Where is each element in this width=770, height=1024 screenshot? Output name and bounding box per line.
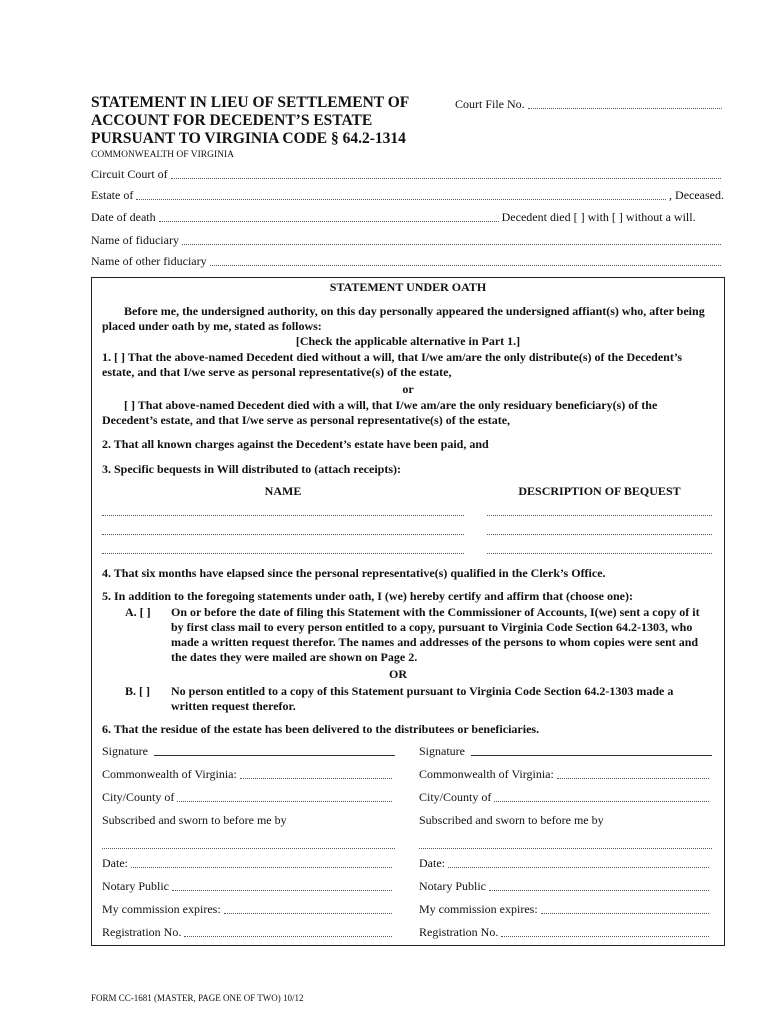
commonwealth-line-left[interactable]: [240, 769, 392, 779]
commonwealth-field-right[interactable]: [419, 767, 712, 782]
notary-field-right[interactable]: [419, 879, 712, 894]
registration-field-right[interactable]: [419, 925, 712, 940]
signature-line-right[interactable]: [471, 746, 712, 756]
item-5b: No person entitled to a copy of this Statement pursuant to Virginia Code Section 64.2-1303 made a written request therefor.: [171, 684, 674, 713]
signature-label-right: Signature: [419, 744, 465, 758]
date-label-left: Date:: [102, 856, 128, 870]
registration-field-left[interactable]: [102, 925, 395, 940]
city-line-left[interactable]: [177, 792, 392, 802]
date-field-left[interactable]: [102, 856, 395, 871]
registration-label-right: Registration No.: [419, 925, 499, 939]
commonwealth-label-left: Commonwealth of Virginia:: [102, 767, 237, 781]
commission-line-left[interactable]: [224, 904, 392, 914]
commission-label-right: My commission expires:: [419, 902, 538, 916]
city-line-right[interactable]: [494, 792, 709, 802]
check-note: [Check the applicable alternative in Part 1.]: [295, 334, 521, 348]
commonwealth-label-right: Commonwealth of Virginia:: [419, 767, 554, 781]
subscribed-text-right: Subscribed and sworn to before me by: [419, 813, 604, 827]
signature-field-right[interactable]: [419, 744, 712, 759]
date-of-death-field[interactable]: [91, 210, 724, 225]
item-1-with-will[interactable]: [ ] That above-named Decedent died with a will, that I/we am/are the only residuary beneficiary(s) of the Decedent’s estate, and that I/we serve as personal representative(s) of the estate,: [102, 398, 658, 427]
fiduciary-label: Name of fiduciary: [91, 233, 179, 247]
title-line-3: PURSUANT TO VIRGINIA CODE § 64.2-1314: [91, 130, 406, 147]
bequest-name-header: NAME: [264, 484, 302, 498]
other-fiduciary-label: Name of other fiduciary: [91, 254, 207, 268]
date-line-right[interactable]: [448, 858, 709, 868]
signature-field-left[interactable]: [102, 744, 395, 759]
circuit-court-field[interactable]: [91, 167, 724, 182]
statement-intro: Before me, the undersigned authority, on this day personally appeared the undersigned affiant(s) who, after being placed under oath by me, stated as follows:: [102, 304, 705, 333]
court-file-field[interactable]: [455, 97, 725, 112]
court-file-line[interactable]: [528, 99, 722, 109]
circuit-court-label: Circuit Court of: [91, 167, 168, 181]
date-label-right: Date:: [419, 856, 445, 870]
bequest-description-header: DESCRIPTION OF BEQUEST: [518, 484, 681, 498]
item-5a-checkbox[interactable]: A. [ ]: [125, 605, 151, 619]
subscribed-line-left[interactable]: [102, 847, 395, 849]
city-field-left[interactable]: [102, 790, 395, 805]
date-of-death-label: Date of death: [91, 210, 156, 224]
or-label-1: or: [402, 382, 414, 396]
subscribed-text-left: Subscribed and sworn to before me by: [102, 813, 287, 827]
notary-line-right[interactable]: [489, 881, 709, 891]
registration-line-right[interactable]: [501, 927, 709, 937]
item-3: 3. Specific bequests in Will distributed to (attach receipts):: [102, 462, 401, 476]
estate-line[interactable]: [136, 190, 666, 200]
registration-line-left[interactable]: [184, 927, 392, 937]
commonwealth-field-left[interactable]: [102, 767, 395, 782]
bequest-name-line-3[interactable]: [102, 552, 464, 554]
commission-label-left: My commission expires:: [102, 902, 221, 916]
fiduciary-line[interactable]: [182, 235, 721, 245]
bequest-desc-line-1[interactable]: [487, 514, 712, 516]
signature-label-left: Signature: [102, 744, 148, 758]
statement-box: [91, 277, 725, 946]
bequest-name-line-1[interactable]: [102, 514, 464, 516]
circuit-court-line[interactable]: [171, 169, 721, 179]
date-of-death-line[interactable]: [159, 212, 499, 222]
city-field-right[interactable]: [419, 790, 712, 805]
fiduciary-field[interactable]: [91, 233, 724, 248]
notary-line-left[interactable]: [172, 881, 392, 891]
item-5b-checkbox[interactable]: B. [ ]: [125, 684, 150, 698]
decedent-died-label: Decedent died [ ] with [ ] without a will.: [501, 210, 696, 224]
registration-label-left: Registration No.: [102, 925, 182, 939]
statement-heading: STATEMENT UNDER OATH: [329, 280, 487, 294]
city-label-right: City/County of: [419, 790, 492, 804]
notary-label-right: Notary Public: [419, 879, 486, 893]
commission-field-left[interactable]: [102, 902, 395, 917]
commission-line-right[interactable]: [541, 904, 709, 914]
form-title: [91, 94, 431, 148]
commission-field-right[interactable]: [419, 902, 712, 917]
item-5: 5. In addition to the foregoing statements under oath, I (we) hereby certify and affirm that (choose one):: [102, 589, 633, 603]
subscribed-label-left: [102, 813, 395, 828]
date-field-right[interactable]: [419, 856, 712, 871]
signature-line-left[interactable]: [154, 746, 395, 756]
item-4: 4. That six months have elapsed since the personal representative(s) qualified in the Clerk’s Office.: [102, 566, 606, 580]
other-fiduciary-field[interactable]: [91, 254, 724, 269]
deceased-suffix: , Deceased.: [669, 188, 724, 202]
or-label-2: OR: [389, 667, 407, 681]
title-line-1: STATEMENT IN LIEU OF SETTLEMENT OF: [91, 94, 410, 111]
bequest-name-line-2[interactable]: [102, 533, 464, 535]
city-label-left: City/County of: [102, 790, 175, 804]
commonwealth-line-right[interactable]: [557, 769, 709, 779]
subscribed-label-right: [419, 813, 712, 828]
court-file-label: Court File No.: [455, 97, 525, 111]
item-5a: On or before the date of filing this Statement with the Commissioner of Accounts, I(we) sent a copy of it by first class mail to every person entitled to a copy, pursuant to Virginia Code Section 64.2-1303, who made a written request therefor. The names and addresses of the persons to whom copies were sent and the dates they were mailed are shown on Page 2.: [171, 605, 700, 664]
subscribed-line-right[interactable]: [419, 847, 712, 849]
estate-field[interactable]: [91, 188, 724, 203]
date-line-left[interactable]: [131, 858, 392, 868]
item-2: 2. That all known charges against the Decedent’s estate have been paid, and: [102, 437, 489, 451]
item-6: 6. That the residue of the estate has been delivered to the distributees or beneficiaries.: [102, 722, 540, 736]
bequest-desc-line-3[interactable]: [487, 552, 712, 554]
jurisdiction-label: COMMONWEALTH OF VIRGINIA: [91, 150, 235, 160]
title-line-2: ACCOUNT FOR DECEDENT’S ESTATE: [91, 112, 373, 129]
notary-field-left[interactable]: [102, 879, 395, 894]
other-fiduciary-line[interactable]: [210, 256, 721, 266]
form-footer: FORM CC-1681 (MASTER, PAGE ONE OF TWO) 10/12: [91, 993, 304, 1003]
notary-label-left: Notary Public: [102, 879, 169, 893]
bequest-desc-line-2[interactable]: [487, 533, 712, 535]
estate-label: Estate of: [91, 188, 134, 202]
item-1-without-will[interactable]: 1. [ ] That the above-named Decedent died without a will, that I/we am/are the only distribute(s) of the Decedent’s estate, and that I/we serve as personal representative(s) of the estate,: [102, 350, 683, 379]
